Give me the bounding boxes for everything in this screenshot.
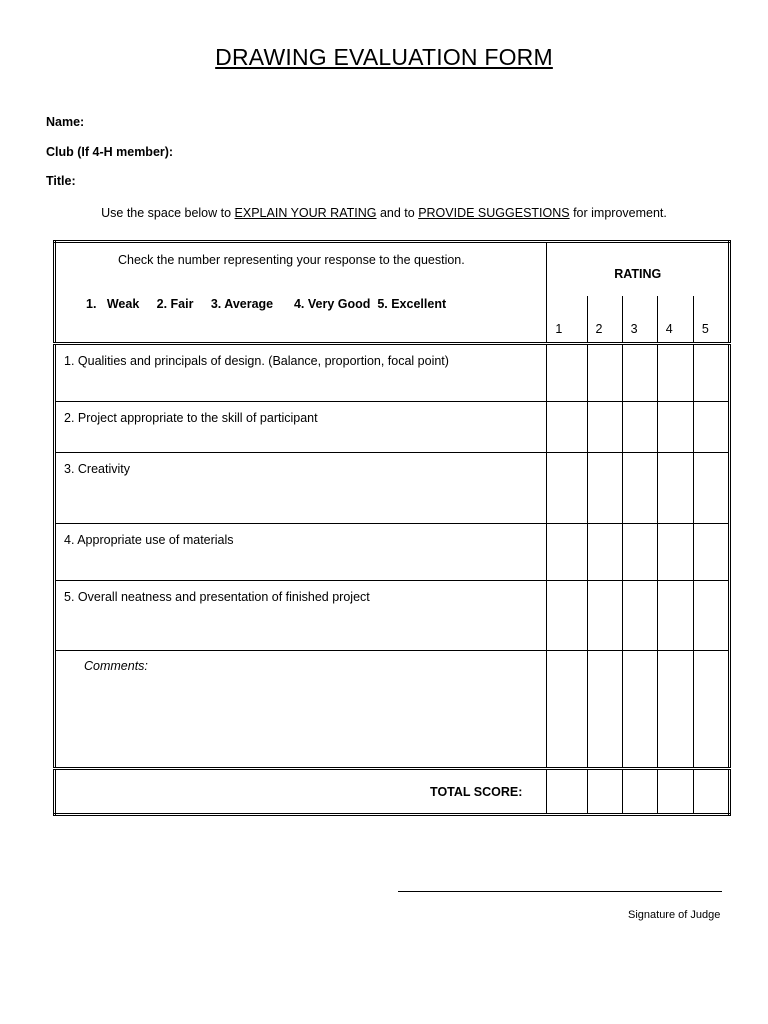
rating-box[interactable] (657, 402, 693, 453)
rating-box[interactable] (547, 402, 587, 453)
comments-box (693, 651, 729, 769)
table-row (55, 402, 730, 453)
rating-box[interactable] (693, 402, 729, 453)
criterion-4: 4. Appropriate use of materials (55, 524, 547, 581)
rating-box[interactable] (693, 344, 729, 402)
club-field-label: Club (If 4-H member): (46, 145, 174, 159)
comments-box (657, 651, 693, 769)
rating-header-cell (547, 242, 730, 296)
instructions-explain-rating: EXPLAIN YOUR RATING (234, 206, 377, 220)
instructions-pre: Use the space below to (101, 206, 235, 220)
criterion-3: 3. Creativity (55, 453, 547, 524)
rating-box[interactable] (622, 402, 657, 453)
rating-box[interactable] (657, 344, 693, 402)
title-field-label: Title: (46, 174, 76, 188)
rating-number-3: 3 (622, 296, 657, 344)
table-row (55, 524, 730, 581)
rating-box[interactable] (547, 524, 587, 581)
rating-number-2: 2 (587, 296, 622, 344)
criterion-1: 1. Qualities and principals of design. (Balance, proportion, focal point) (55, 344, 547, 402)
rating-box[interactable] (587, 581, 622, 651)
total-score-label: TOTAL SCORE: (430, 784, 523, 799)
comments-label: Comments: (84, 659, 148, 673)
signature-label: Signature of Judge (628, 909, 721, 921)
table-row (55, 581, 730, 651)
rating-scale: 1. Weak 2. Fair 3. Average 4. Very Good 5. Excellent (86, 297, 447, 311)
rating-box[interactable] (547, 581, 587, 651)
comments-box (547, 651, 587, 769)
form-title: DRAWING EVALUATION FORM (215, 44, 553, 70)
rating-box[interactable] (587, 344, 622, 402)
rating-box[interactable] (587, 524, 622, 581)
signature-line[interactable] (398, 891, 722, 892)
rating-box[interactable] (587, 402, 622, 453)
name-field-label: Name: (46, 115, 85, 129)
comments-cell[interactable] (55, 651, 547, 769)
rating-box[interactable] (693, 453, 729, 524)
rating-box[interactable] (657, 453, 693, 524)
comments-row (55, 651, 730, 769)
instructions (0, 206, 768, 220)
total-score-cell (55, 769, 547, 815)
total-score-row (55, 769, 730, 815)
total-box[interactable] (547, 769, 587, 815)
total-box[interactable] (622, 769, 657, 815)
total-box[interactable] (657, 769, 693, 815)
instructions-post: for improvement. (569, 206, 667, 220)
rating-box[interactable] (622, 581, 657, 651)
instructions-mid: and to (376, 206, 419, 220)
rating-box[interactable] (693, 581, 729, 651)
rating-box[interactable] (622, 344, 657, 402)
rating-number-5: 5 (693, 296, 729, 344)
total-box[interactable] (693, 769, 729, 815)
header-instruction: Check the number representing your response to the question. (118, 253, 465, 267)
rating-box[interactable] (587, 453, 622, 524)
rating-box[interactable] (547, 453, 587, 524)
evaluation-table (53, 240, 731, 816)
comments-box (587, 651, 622, 769)
table-row (55, 453, 730, 524)
table-header-row (55, 242, 730, 296)
rating-label: RATING (614, 267, 662, 281)
rating-box[interactable] (547, 344, 587, 402)
total-box[interactable] (587, 769, 622, 815)
header-instruction-cell (55, 242, 547, 344)
rating-box[interactable] (693, 524, 729, 581)
rating-box[interactable] (622, 453, 657, 524)
rating-box[interactable] (657, 524, 693, 581)
table-row (55, 344, 730, 402)
rating-number-4: 4 (657, 296, 693, 344)
rating-number-1: 1 (547, 296, 587, 344)
rating-box[interactable] (657, 581, 693, 651)
instructions-provide-suggestions: PROVIDE SUGGESTIONS (418, 206, 570, 220)
rating-box[interactable] (622, 524, 657, 581)
comments-box (622, 651, 657, 769)
criterion-2: 2. Project appropriate to the skill of participant (55, 402, 547, 453)
criterion-5: 5. Overall neatness and presentation of finished project (55, 581, 547, 651)
